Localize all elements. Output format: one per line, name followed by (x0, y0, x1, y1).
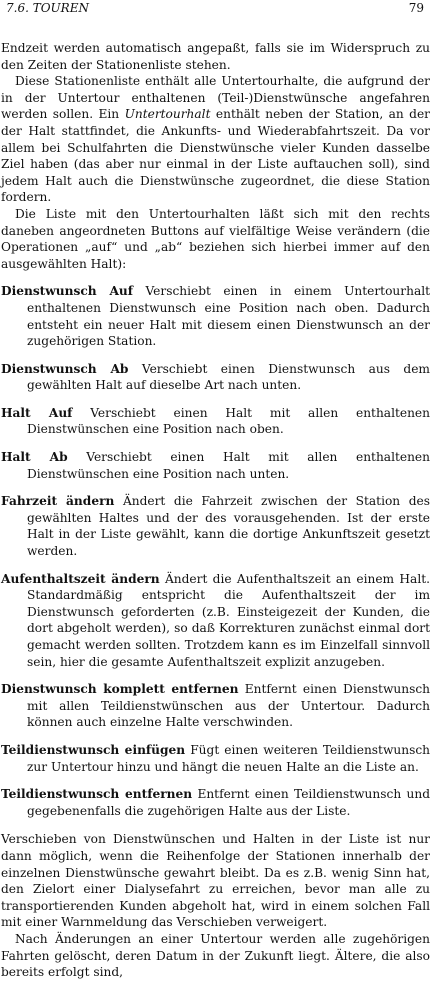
item-text: Fügt einen weiteren Teildienstwunsch zur Untertour hinzu und hängt die neuen Halte an die Liste an. (27, 742, 430, 774)
paragraph-continuation: Endzeit werden automatisch angepaßt, falls sie im Widerspruch zu den Zeiten der Stationenliste stehen. (1, 41, 430, 72)
item-text: Verschiebt einen in einem Untertourhalt enthaltenen Dienstwunsch eine Position nach oben. Dadurch entsteht ein neuer Halt mit diesem einen Dienstwunsch an der zugehörigen Station. (27, 284, 430, 349)
item-term: Dienstwunsch komplett entfernen (1, 682, 239, 697)
item-term: Dienstwunsch Ab (1, 361, 129, 376)
section-title: 7.6. TOUREN (6, 1, 89, 15)
item-term: Teildienstwunsch einfügen (1, 742, 186, 757)
paragraph-verschieben: Verschieben von Dienstwünschen und Halten in der Liste ist nur dann möglich, wenn die Reihenfolge der Stationen innerhalb der einzelnen Dienstwünsche gewahrt bleibt. Da es z.B. wenig Sinn hat, den Zielort einer Dialysefahrt zu erreichen, bevor man alle zu transportierenden Kunden abgeholt hat, wird in einem solchen Fall mit einer Warnmeldung das Verschieben verweigert. (1, 832, 430, 930)
item-text: Entfernt einen Teildienstwunsch und gegebenenfalls die zugehörigen Halte aus der Liste. (27, 787, 430, 818)
item-text: Ändert die Aufenthaltszeit an einem Halt. Standardmäßig entspricht die Aufenthaltszeit der im Dienstwunsch geforderten (z.B. Einsteigezeit der Kunden, die dort abgeholt werden), so daß Korrekturen zunächst einmal dort gemacht werden sollten. Trotzdem kann es im Einzelfall sinnvoll sein, hier die gesamte Aufenthaltszeit explizit anzugeben. (27, 571, 430, 669)
list-item (1, 449, 430, 482)
list-item (1, 742, 430, 775)
list-item (1, 786, 430, 819)
body-text (0, 40, 430, 981)
list-item (1, 681, 430, 731)
list-item (1, 283, 430, 349)
item-term: Halt Ab (1, 450, 68, 465)
item-term: Teildienstwunsch entfernen (1, 787, 193, 802)
item-text: Entfernt einen Dienstwunsch mit allen Teildienstwünschen aus der Untertour. Dadurch können auch einzelne Halte verschwinden. (27, 682, 430, 730)
list-item (1, 405, 430, 438)
item-text: Verschiebt einen Halt mit allen enthaltenen Dienstwünschen eine Position nach unten. (27, 450, 430, 481)
item-term: Halt Auf (1, 405, 73, 420)
item-term: Dienstwunsch Auf (1, 284, 134, 299)
list-item (1, 361, 430, 394)
paragraph-text: enthält neben der Station, an der der Halt stattfindet, die Ankunfts- und Wiederabfahrtszeit. Da vor allem bei Schulfahrten die Dienstwünsche vieler Kunden dasselbe Ziel haben (das aber nur einmal in der Liste auftauchen soll), sind jedem Halt auch die Dienstwünsche zugeordnet, die diese Station fordern. (1, 107, 430, 205)
paragraph-aenderungen: Nach Änderungen an einer Untertour werden alle zugehörigen Fahrten gelöscht, deren Datum in der Zukunft liegt. Ältere, die also bereits erfolgt sind, (1, 931, 430, 980)
list-item (1, 493, 430, 559)
item-term: Aufenthaltszeit ändern (1, 571, 160, 586)
page-number: 79 (408, 1, 424, 15)
paragraph-text: Diese Stationenliste enthält alle Untertourhalte, die aufgrund der in der Untertour enthaltenen (Teil-)Dienstwünsche angefahren werden sollen. Ein (1, 74, 430, 122)
item-term: Fahrzeit ändern (1, 494, 115, 509)
emphasized-term: Untertourhalt (124, 107, 211, 122)
paragraph-stationenliste (1, 73, 430, 206)
list-item (1, 571, 430, 671)
running-header (6, 0, 424, 18)
item-text: Verschiebt einen Halt mit allen enthaltenen Dienstwünschen eine Position nach oben. (27, 405, 430, 437)
operations-list (1, 283, 430, 819)
item-text: Ändert die Fahrzeit zwischen der Station des gewählten Haltes und der des vorausgehenden. Ist der erste Halt in der Liste gewählt, kann die dortige Ankunftszeit gesetzt werden. (27, 494, 430, 559)
paragraph-buttons: Die Liste mit den Untertourhalten läßt sich mit den rechts daneben angeordneten Buttons auf vielfältige Weise verändern (die Operationen „auf“ und „ab“ beziehen sich hierbei immer auf den ausgewählten Halt): (1, 206, 430, 271)
item-text: Verschiebt einen Dienstwunsch aus dem gewählten Halt auf dieselbe Art nach unten. (27, 361, 430, 393)
